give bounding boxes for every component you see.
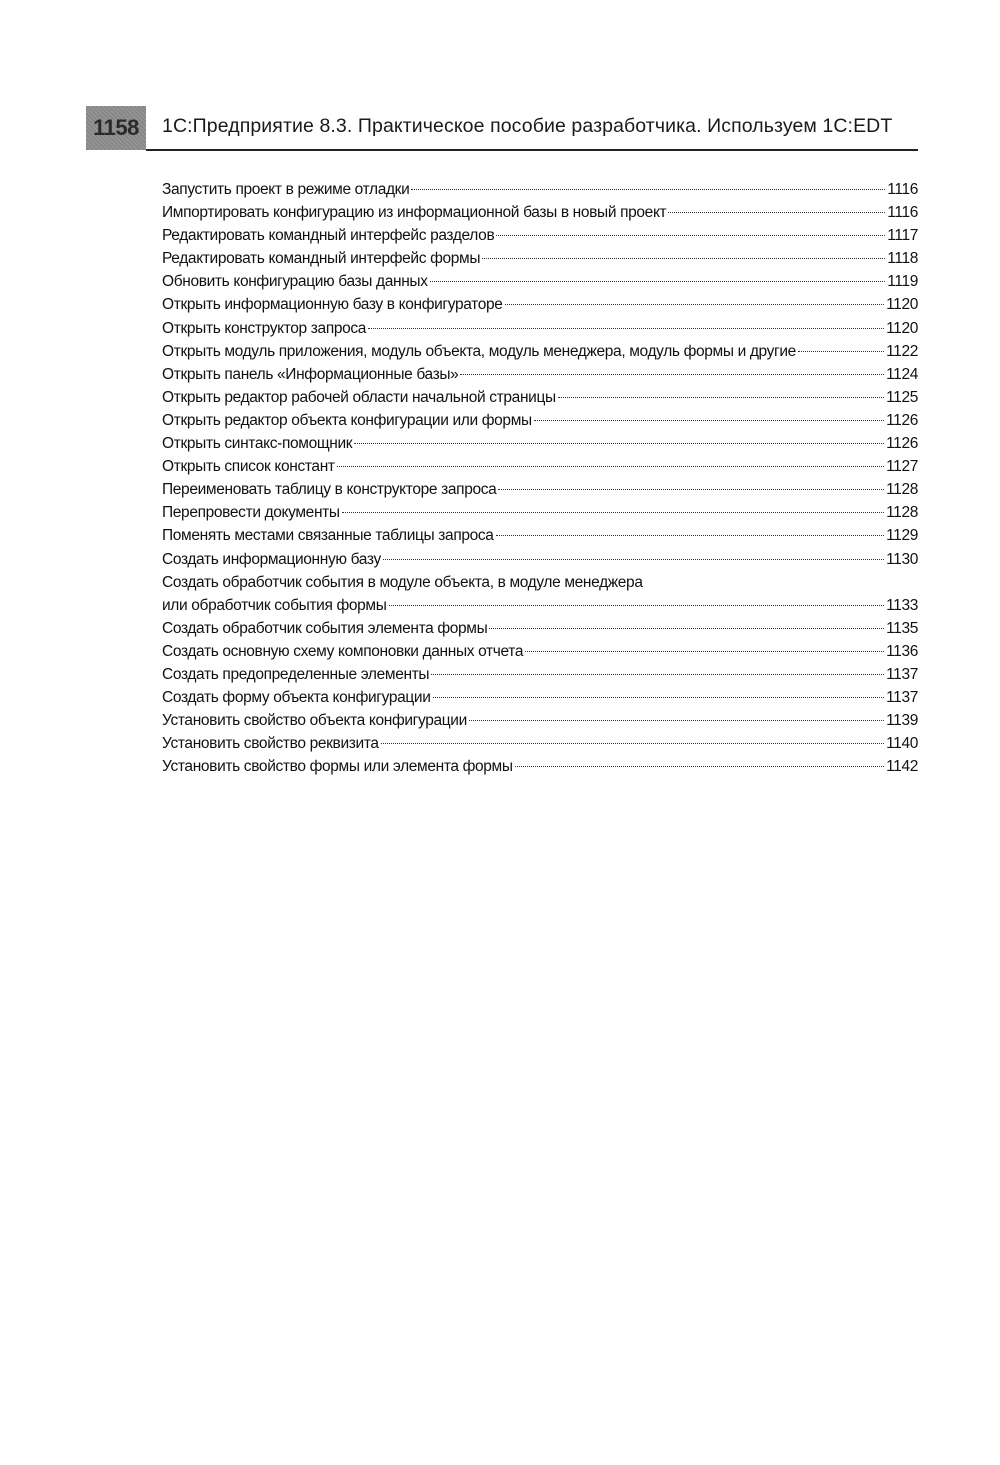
toc-leader-dots (431, 672, 884, 675)
toc-leader-dots (505, 302, 885, 305)
toc-leader-dots (558, 395, 884, 398)
toc-entry-page: 1133 (886, 596, 918, 614)
toc-entry (162, 224, 918, 247)
toc-leader-dots (489, 626, 884, 629)
toc-leader-dots (798, 349, 884, 352)
toc-leader-dots (433, 695, 885, 698)
page-number: 1158 (93, 115, 139, 140)
toc-entry-title: Создать форму объекта конфигурации (162, 689, 431, 707)
toc-entry (162, 501, 918, 524)
toc-entry-page: 1118 (887, 250, 918, 268)
toc-leader-dots (354, 441, 884, 444)
table-of-contents (162, 178, 918, 778)
toc-entry-title: Установить свойство реквизита (162, 735, 379, 753)
toc-leader-dots (496, 233, 885, 236)
toc-entry-page: 1120 (886, 296, 918, 314)
toc-entry-page: 1122 (886, 342, 918, 360)
toc-entry-page: 1137 (886, 665, 918, 683)
toc-entry-title: Поменять местами связанные таблицы запроса (162, 527, 494, 545)
toc-entry (162, 524, 918, 547)
toc-entry-page: 1135 (886, 619, 918, 637)
toc-entry-page: 1117 (887, 227, 918, 245)
running-title: 1С:Предприятие 8.3. Практическое пособие разработчика. Используем 1С:EDT (162, 115, 893, 137)
toc-entry (162, 732, 918, 755)
toc-leader-dots (411, 187, 885, 190)
toc-leader-dots (430, 279, 886, 282)
toc-entry (162, 755, 918, 778)
toc-entry-title: Создать информационную базу (162, 550, 381, 568)
toc-entry (162, 478, 918, 501)
toc-entry-page: 1136 (886, 642, 918, 660)
toc-entry (162, 201, 918, 224)
page-number-block (86, 106, 146, 150)
toc-entry-title-line2: или обработчик события формы (162, 596, 387, 614)
toc-leader-dots (337, 464, 884, 467)
toc-leader-dots (534, 418, 884, 421)
toc-entry (162, 709, 918, 732)
toc-entry-page: 1129 (886, 527, 918, 545)
toc-leader-dots (496, 533, 884, 536)
toc-entry-page: 1126 (886, 435, 918, 453)
toc-entry (162, 363, 918, 386)
toc-leader-dots (460, 372, 884, 375)
toc-entry-page: 1116 (887, 204, 918, 222)
toc-entry-title: Открыть конструктор запроса (162, 319, 367, 337)
header-rule (146, 149, 918, 151)
toc-entry (162, 340, 918, 363)
toc-entry (162, 432, 918, 455)
toc-entry (162, 548, 918, 571)
toc-entry-page: 1142 (886, 758, 918, 776)
toc-entry-title: Создать обработчик события элемента формы (162, 619, 488, 637)
toc-entry-title: Редактировать командный интерфейс разделов (162, 227, 495, 245)
toc-leader-dots (469, 718, 884, 721)
toc-entry (162, 455, 918, 478)
toc-leader-dots (668, 210, 885, 213)
toc-entry-title: Установить свойство формы или элемента формы (162, 758, 513, 776)
toc-entry-page: 1126 (886, 411, 918, 429)
toc-leader-dots (482, 256, 885, 259)
toc-entry (162, 293, 918, 316)
toc-entry-page: 1124 (886, 365, 918, 383)
toc-entry-title: Запустить проект в режиме отладки (162, 181, 410, 198)
toc-entry-page: 1130 (886, 550, 918, 568)
toc-entry-page: 1128 (886, 481, 918, 499)
toc-leader-dots (389, 603, 885, 606)
toc-entry-title-line1: Создать обработчик события в модуле объекта, в модуле менеджера (162, 573, 643, 591)
toc-entry (162, 686, 918, 709)
toc-entry (162, 270, 918, 293)
toc-entry (162, 409, 918, 432)
toc-entry (162, 640, 918, 663)
page-header (86, 106, 918, 150)
toc-leader-dots (342, 510, 884, 513)
toc-entry-multiline (162, 571, 918, 617)
toc-entry (162, 178, 918, 201)
toc-entry-page: 1116 (887, 181, 918, 198)
toc-leader-dots (383, 557, 884, 560)
toc-entry (162, 317, 918, 340)
toc-leader-dots (368, 326, 884, 329)
toc-entry-title: Создать предопределенные элементы (162, 665, 430, 683)
toc-entry-title: Создать основную схему компоновки данных отчета (162, 642, 524, 660)
toc-entry-page: 1119 (887, 273, 918, 291)
toc-entry-page: 1139 (886, 712, 918, 730)
toc-entry (162, 663, 918, 686)
toc-leader-dots (498, 487, 884, 490)
toc-entry-title: Перепровести документы (162, 504, 340, 522)
toc-entry (162, 617, 918, 640)
toc-entry-page: 1127 (886, 458, 918, 476)
toc-leader-dots (515, 764, 884, 767)
toc-entry (162, 386, 918, 409)
toc-entry-title: Переименовать таблицу в конструкторе запроса (162, 481, 497, 499)
toc-entry-page: 1120 (886, 319, 918, 337)
toc-entry-title: Импортировать конфигурацию из информационной базы в новый проект (162, 204, 667, 222)
toc-entry-continuation (162, 594, 918, 617)
toc-entry-page: 1140 (886, 735, 918, 753)
toc-entry-title: Открыть синтакс-помощник (162, 435, 353, 453)
toc-entry-title: Открыть список констант (162, 458, 335, 476)
toc-leader-dots (525, 649, 884, 652)
toc-entry-page: 1125 (886, 388, 918, 406)
toc-entry-title: Редактировать командный интерфейс формы (162, 250, 481, 268)
toc-entry-page: 1137 (886, 689, 918, 707)
toc-entry-title: Открыть редактор объекта конфигурации или формы (162, 411, 532, 429)
toc-entry-title: Обновить конфигурацию базы данных (162, 273, 428, 291)
toc-entry-title: Установить свойство объекта конфигурации (162, 712, 467, 730)
toc-leader-dots (381, 741, 884, 744)
toc-entry-title: Открыть панель «Информационные базы» (162, 365, 459, 383)
toc-entry-title: Открыть информационную базу в конфигураторе (162, 296, 503, 314)
toc-entry-title: Открыть редактор рабочей области начальной страницы (162, 388, 556, 406)
toc-entry-title: Открыть модуль приложения, модуль объекта, модуль менеджера, модуль формы и другие (162, 342, 796, 360)
toc-entry-page: 1128 (886, 504, 918, 522)
toc-entry (162, 247, 918, 270)
